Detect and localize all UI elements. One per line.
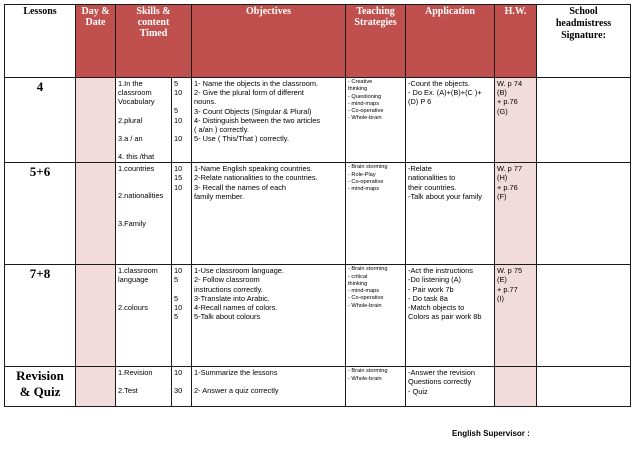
- strategies-cell: - Creative thinking - Questioning - mind-maps - Co-operative - Whole-brain: [346, 78, 406, 163]
- objectives-cell: 1-Summarize the lessons 2- Answer a quiz correctly: [192, 367, 346, 407]
- table-row: [5, 78, 631, 163]
- skills-cell: 1.Revision 2.Test: [116, 367, 172, 407]
- lesson-plan-table: [4, 4, 631, 407]
- lesson-number: 4: [5, 78, 76, 163]
- date-cell: [76, 78, 116, 163]
- english-supervisor-label: English Supervisor :: [452, 429, 530, 438]
- hw-cell: W. p 77 (H) + p.76 (F): [495, 163, 537, 265]
- header-school-signature: School headmistress Signature:: [537, 5, 631, 78]
- header-lessons: Lessons: [5, 5, 76, 78]
- application-cell: -Count the objects. - Do Ex. (A)+(B)+(C )+ (D) P 6: [406, 78, 495, 163]
- hw-cell: W. p 74 (B) + p.76 (G): [495, 78, 537, 163]
- header-skills: Skills & content Timed: [116, 5, 192, 78]
- application-cell: -Act the instructions -Do listening (A) - Pair work 7b - Do task 8a -Match objects to Colors as pair work 8b: [406, 265, 495, 367]
- header-hw: H.W.: [495, 5, 537, 78]
- header-day-date: Day & Date: [76, 5, 116, 78]
- table-row: [5, 367, 631, 407]
- time-cell: 5 10 5 10 10: [172, 78, 192, 163]
- signature-cell: [537, 367, 631, 407]
- time-cell: 10 5 5 10 5: [172, 265, 192, 367]
- skills-cell: 1.classroom language 2.colours: [116, 265, 172, 367]
- table-row: [5, 163, 631, 265]
- hw-cell: [495, 367, 537, 407]
- objectives-cell: 1- Name the objects in the classroom. 2- Give the plural form of different nouns. 3- Count Objects (Singular & Plural) 4- Distinguish between the two articles ( a/an ) correctly. 5- Use ( This/That ) correctly.: [192, 78, 346, 163]
- signature-cell: [537, 78, 631, 163]
- header-objectives: Objectives: [192, 5, 346, 78]
- header-application: Application: [406, 5, 495, 78]
- lesson-number: 7+8: [5, 265, 76, 367]
- table-row: [5, 265, 631, 367]
- lesson-number: Revision & Quiz: [5, 367, 76, 407]
- skills-cell: 1.In the classroom Vocabulary 2.plural 3.a / an 4. this /that: [116, 78, 172, 163]
- date-cell: [76, 265, 116, 367]
- time-cell: 10 15 10: [172, 163, 192, 265]
- application-cell: -Answer the revision Questions correctly - Quiz: [406, 367, 495, 407]
- time-cell: 10 30: [172, 367, 192, 407]
- objectives-cell: 1-Name English speaking countries. 2-Relate nationalities to the countries. 3- Recall the names of each family member.: [192, 163, 346, 265]
- signature-cell: [537, 265, 631, 367]
- strategies-cell: - Brain storming - Role-Play - Co-operative - mind-maps: [346, 163, 406, 265]
- header-teaching-strategies: Teaching Strategies: [346, 5, 406, 78]
- signature-cell: [537, 163, 631, 265]
- date-cell: [76, 367, 116, 407]
- objectives-cell: 1-Use classroom language. 2- Follow classroom instructions correctly. 3-Translate into Arabic. 4-Recall names of colors. 5-Talk about colours: [192, 265, 346, 367]
- header-row: [5, 5, 631, 78]
- strategies-cell: - Brain storming - critical thinking - mind-maps - Co-operative - Whole-brain: [346, 265, 406, 367]
- strategies-cell: - Brain storming - Whole-brain: [346, 367, 406, 407]
- application-cell: -Relate nationalities to their countries. -Talk about your family: [406, 163, 495, 265]
- lesson-number: 5+6: [5, 163, 76, 265]
- hw-cell: W. p 75 (E) + p.77 (I): [495, 265, 537, 367]
- skills-cell: 1.countries 2.nationalities 3.Family: [116, 163, 172, 265]
- date-cell: [76, 163, 116, 265]
